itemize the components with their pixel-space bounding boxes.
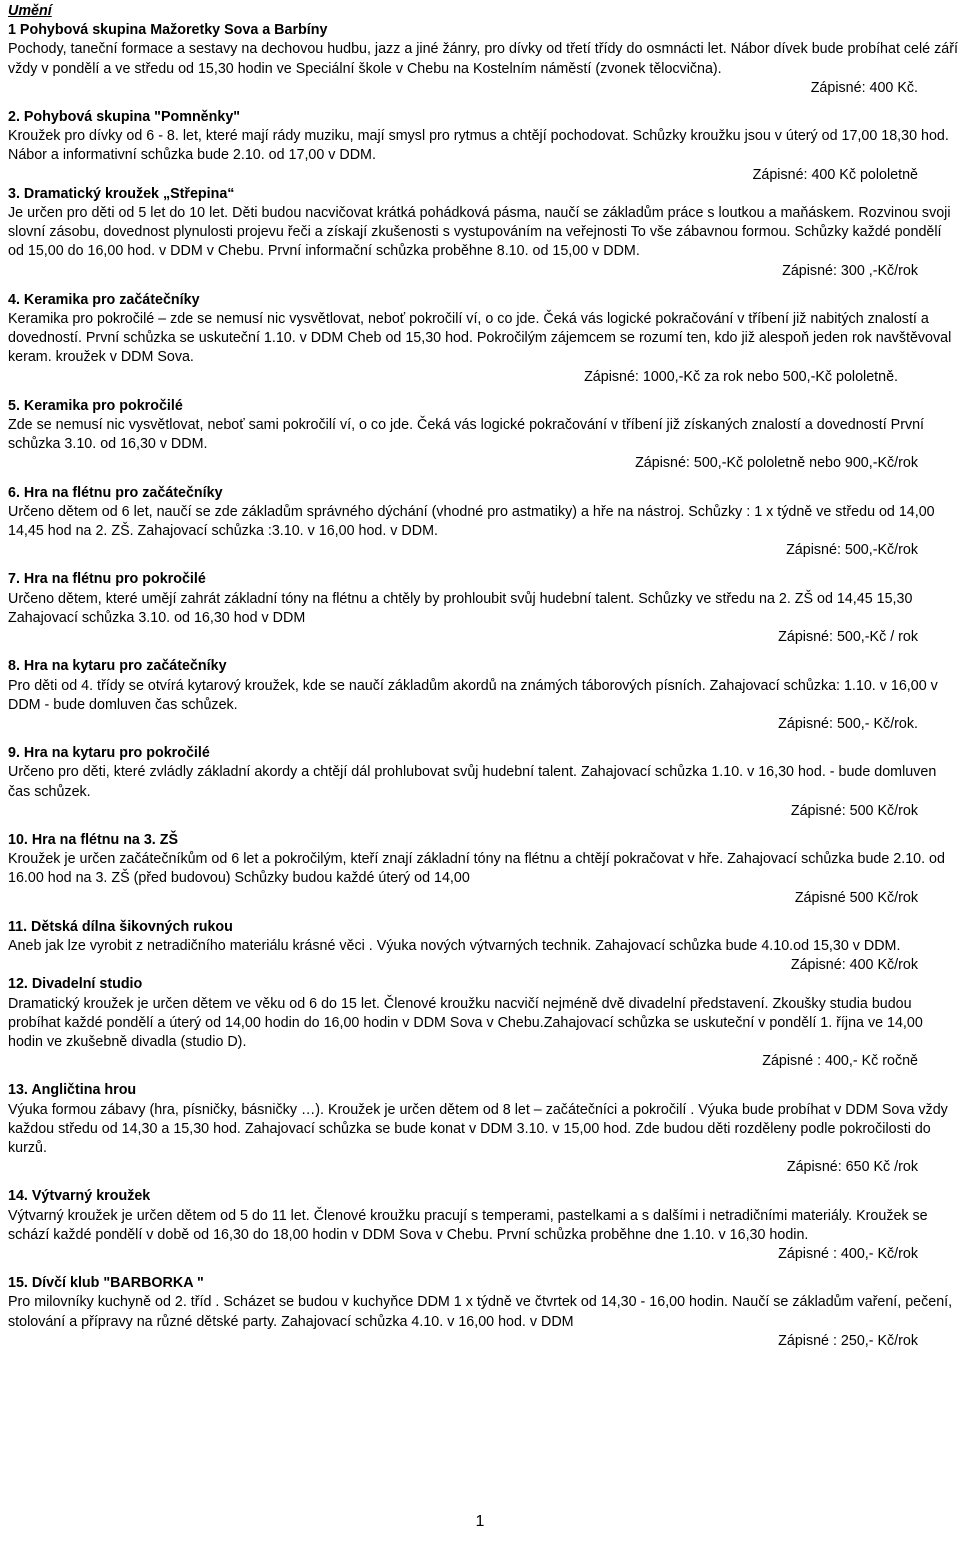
section-text: Výtvarný kroužek je určen dětem od 5 do 11 let. Členové kroužku pracují s temperami, pastelkami a s dalšími i netradičními materiály. Kroužek se schází každé pondělí v době od 16,30 do 18,00 hodin v DDM Sova v Chebu. První schůzka proběhne dne 1.10. v 16,30 hodin.	[8, 1207, 928, 1243]
section-fee: Zápisné : 250,- Kč/rok	[778, 1332, 918, 1349]
section-fee: Zápisné: 500,-Kč pololetně nebo 900,-Kč/rok	[635, 455, 918, 472]
section-fee: Zápisné : 400,- Kč/rok	[778, 1245, 918, 1262]
section-text: Zde se nemusí nic vysvětlovat, neboť sami pokročilí ví, o co jde. Čeká vás logické pokračování v tříbení již získaných znalostí a dovedností První schůzka 3.10. od 16,30 v DDM.	[8, 417, 925, 453]
section-text: Určeno dětem od 6 let, naučí se zde základům správného dýchání (vhodné pro astmatiky) a hře na nástroj. Schůzky : 1 x týdně ve středu od 14,00 14,45 hod na 2. ZŠ. Zahajovací schůzka :3.10. v 16,00 hod. v DDM.	[8, 503, 935, 540]
section-title: 13. Angličtina hrou	[8, 1082, 137, 1099]
section-6	[8, 484, 958, 561]
section-fee: Zápisné: 400 Kč pololetně	[752, 166, 918, 183]
section-text: Je určen pro děti od 5 let do 10 let. Děti budou nacvičovat krátká pohádková pásma, naučí se základům práce s loutkou a maňáskem. Rozvinou svoji slovní zásobu, dovednost plynulosti projevu řeči a získají zkušenosti s vystupováním na veřejnosti To vše zábavnou formou. Schůzky každé pondělí od 15,00 do 16,00 hod. v DDM v Chebu. První informační schůzka proběhne 8.10. od 15,00 v DDM.	[8, 205, 951, 260]
section-fee: Zápisné: 500,-Kč / rok	[778, 629, 918, 646]
section-15	[8, 1274, 958, 1351]
document-page	[8, 2, 958, 1351]
section-text: Dramatický kroužek je určen dětem ve věku od 6 do 15 let. Členové kroužku nacvičí nejméně dvě divadelní představení. Zkoušky studia budou probíhat každé pondělí a úterý od 14,00 hodin do 16,00 hodin v DDM Sova v Chebu.Zahajovací schůzka se uskuteční v pondělí 1. října ve 14,00 hodin ve zkušebně divadla (studio D).	[8, 995, 923, 1050]
section-fee: Zápisné: 400 Kč.	[810, 79, 918, 96]
section-14	[8, 1187, 958, 1264]
section-title: 15. Dívčí klub "BARBORKA "	[8, 1275, 204, 1292]
section-3	[8, 185, 958, 281]
section-fee: Zápisné: 500 Kč/rok	[790, 802, 918, 819]
section-title: 7. Hra na flétnu pro pokročilé	[8, 571, 206, 588]
section-text: Aneb jak lze vyrobit z netradičního materiálu krásné věci . Výuka nových výtvarných technik. Zahajovací schůzka bude 4.10.od 15,30 v DDM.	[8, 937, 901, 954]
section-13	[8, 1081, 958, 1177]
section-text: Pro milovníky kuchyně od 2. tříd . Scházet se budou v kuchyňce DDM 1 x týdně ve čtvrtek od 14,30 - 16,00 hodin. Naučí se základům vaření, pečení, stolování a přípravy na různé dětské party. Zahajovací schůzka 4.10. v 16,00 hod. v DDM	[8, 1294, 953, 1330]
section-title: 12. Divadelní studio	[8, 976, 143, 993]
section-text: Kroužek pro dívky od 6 - 8. let, které mají rády muziku, mají smysl pro rytmus a chtějí pochodovat. Schůzky kroužku jsou v úterý od 17,00 18,30 hod. Nábor a informativní schůzka bude 2.10. od 17,00 v DDM.	[8, 128, 949, 164]
section-title: 1 Pohybová skupina Mažoretky Sova a Barbíny	[8, 22, 328, 39]
page-number: 1	[475, 1513, 485, 1530]
section-12	[8, 975, 958, 1071]
section-title: 5. Keramika pro pokročilé	[8, 397, 183, 414]
section-11	[8, 918, 958, 976]
section-title: 11. Dětská dílna šikovných rukou	[8, 918, 233, 935]
section-title: 6. Hra na flétnu pro začátečníky	[8, 484, 223, 501]
section-7	[8, 570, 958, 647]
section-10	[8, 831, 958, 908]
section-fee: Zápisné : 400,- Kč ročně	[762, 1053, 918, 1070]
section-5	[8, 397, 958, 474]
section-text: Určeno dětem, které umějí zahrát základní tóny na flétnu a chtěly by prohloubit svůj hudební talent. Schůzky ve středu na 2. ZŠ od 14,45 15,30 Zahajovací schůzka 3.10. od 16,30 hod v DDM	[8, 590, 913, 626]
section-text: Kroužek je určen začátečníkům od 6 let a pokročilým, kteří znají základní tóny na flétnu a chtějí pokračovat v hře. Zahajovací schůzka bude 2.10. od 16.00 hod na 3. ZŠ (před budovou) Schůzky budou každé úterý od 14,00	[8, 851, 945, 887]
section-fee: Zápisné: 1000,-Kč za rok nebo 500,-Kč pololetně.	[584, 368, 898, 385]
section-title: 3. Dramatický kroužek „Střepina“	[8, 185, 235, 202]
section-fee: Zápisné 500 Kč/rok	[794, 889, 918, 906]
section-title: 8. Hra na kytaru pro začátečníky	[8, 658, 227, 675]
section-title: 2. Pohybová skupina "Pomněnky"	[8, 109, 241, 126]
section-fee: Zápisné: 500,-Kč/rok	[786, 542, 918, 559]
section-title: 4. Keramika pro začátečníky	[8, 291, 200, 308]
section-fee: Zápisné: 500,- Kč/rok.	[778, 715, 918, 732]
section-fee: Zápisné: 650 Kč /rok	[786, 1159, 918, 1176]
section-8	[8, 657, 958, 734]
section-title: 10. Hra na flétnu na 3. ZŠ	[8, 831, 179, 848]
section-text: Pochody, taneční formace a sestavy na dechovou hudbu, jazz a jiné žánry, pro dívky od třetí třídy do osmnácti let. Nábor dívek bude probíhat celé září vždy v pondělí a ve středu od 15,30 hodin ve Speciální škole v Chebu na Kostelním náměstí (zvonek tělocvična).	[8, 41, 958, 77]
section-1	[8, 21, 958, 98]
section-9	[8, 744, 958, 821]
section-text: Výuka formou zábavy (hra, písničky, básničky …). Kroužek je určen dětem od 8 let – začátečníci a pokročilí . Výuka bude probíhat v DDM Sova vždy každou středu od 14,30 a 15,30 hod. Zahajovací schůzka se bude konat v DDM 3.10. v 15,00 hod. Zde budou děti rozděleny podle pokročilosti do kurzů.	[8, 1101, 948, 1156]
section-title: 9. Hra na kytaru pro pokročilé	[8, 745, 210, 762]
page-heading: Umění	[8, 3, 52, 19]
section-2	[8, 108, 958, 185]
section-4	[8, 291, 958, 387]
section-fee: Zápisné: 400 Kč/rok	[790, 957, 918, 974]
section-title: 14. Výtvarný kroužek	[8, 1188, 151, 1205]
section-text: Keramika pro pokročilé – zde se nemusí nic vysvětlovat, neboť pokročilí ví, o co jde. Čeká vás logické pokračování v tříbení již nabitých znalostí a dovedností. První schůzka se uskuteční 1.10. v DDM Cheb od 15,30 hod. Pokročilým zájemcem se rozumí ten, kdo již alespoň jeden rok navštěvoval keram. kroužek v DDM Sova.	[8, 311, 952, 366]
section-text: Určeno pro děti, které zvládly základní akordy a chtějí dál prohlubovat svůj hudební talent. Zahajovací schůzka 1.10. v 16,30 hod. - bude domluven čas schůzek.	[8, 764, 937, 800]
section-fee: Zápisné: 300 ,-Kč/rok	[782, 262, 918, 279]
section-text: Pro děti od 4. třídy se otvírá kytarový kroužek, kde se naučí základům akordů na známých táborových písních. Zahajovací schůzka: 1.10. v 16,00 v DDM - bude domluven čas schůzek.	[8, 677, 938, 713]
